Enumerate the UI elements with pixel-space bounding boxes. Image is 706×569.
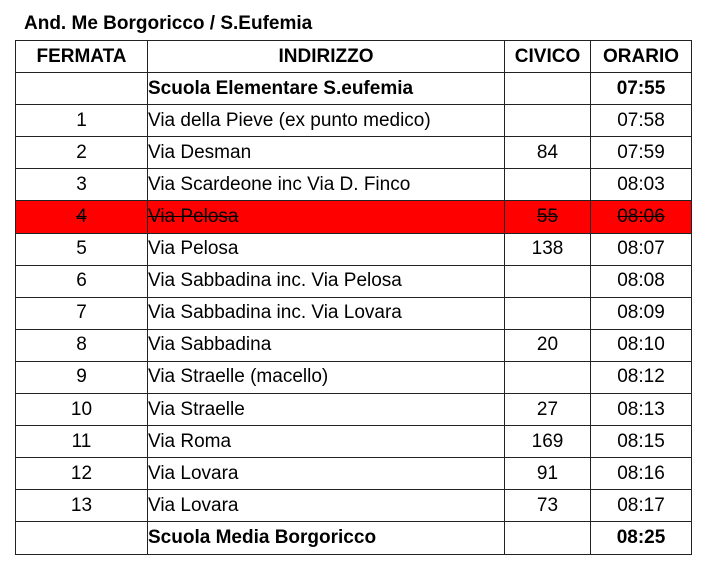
- orario-cell: 08:08: [591, 265, 692, 297]
- indirizzo-cell: Via Roma: [148, 426, 505, 458]
- indirizzo-cell: Via Desman: [148, 137, 505, 169]
- fermata-cell: 4: [16, 201, 148, 233]
- table-row: [16, 490, 692, 522]
- table-row: [16, 233, 692, 265]
- civico-cell: 20: [505, 329, 591, 361]
- indirizzo-cell: Via Straelle: [148, 394, 505, 426]
- civico-cell: [505, 73, 591, 105]
- fermata-cell: 11: [16, 426, 148, 458]
- fermata-cell: 12: [16, 458, 148, 490]
- fermata-cell: [16, 522, 148, 554]
- civico-cell: [505, 105, 591, 137]
- table-row: [16, 169, 692, 201]
- orario-cell: 08:06: [591, 201, 692, 233]
- table-row: [16, 73, 692, 105]
- fermata-cell: 9: [16, 361, 148, 393]
- civico-cell: 138: [505, 233, 591, 265]
- civico-cell: 169: [505, 426, 591, 458]
- indirizzo-cell: Via Straelle (macello): [148, 361, 505, 393]
- table-row: [16, 522, 692, 554]
- indirizzo-cell: Scuola Media Borgoricco: [148, 522, 505, 554]
- fermata-cell: 10: [16, 394, 148, 426]
- orario-cell: 08:16: [591, 458, 692, 490]
- table-row: [16, 137, 692, 169]
- table-row: [16, 329, 692, 361]
- indirizzo-cell: Via Pelosa: [148, 233, 505, 265]
- header-fermata: FERMATA: [16, 41, 148, 73]
- table-row: [16, 297, 692, 329]
- indirizzo-cell: Scuola Elementare S.eufemia: [148, 73, 505, 105]
- civico-cell: [505, 265, 591, 297]
- table-row: [16, 105, 692, 137]
- orario-cell: 07:55: [591, 73, 692, 105]
- civico-cell: [505, 522, 591, 554]
- cancelled-stop-row: [16, 201, 692, 233]
- fermata-cell: 5: [16, 233, 148, 265]
- table-row: [16, 426, 692, 458]
- header-orario: ORARIO: [591, 41, 692, 73]
- civico-cell: 27: [505, 394, 591, 426]
- orario-cell: 08:10: [591, 329, 692, 361]
- fermata-cell: 2: [16, 137, 148, 169]
- header-row: [16, 41, 692, 73]
- indirizzo-cell: Via Sabbadina inc. Via Pelosa: [148, 265, 505, 297]
- indirizzo-cell: Via Pelosa: [148, 201, 505, 233]
- table-row: [16, 458, 692, 490]
- fermata-cell: [16, 73, 148, 105]
- civico-cell: [505, 169, 591, 201]
- civico-cell: 91: [505, 458, 591, 490]
- indirizzo-cell: Via Scardeone inc Via D. Finco: [148, 169, 505, 201]
- orario-cell: 07:59: [591, 137, 692, 169]
- orario-cell: 08:12: [591, 361, 692, 393]
- orario-cell: 08:15: [591, 426, 692, 458]
- table-row: [16, 265, 692, 297]
- civico-cell: [505, 297, 591, 329]
- fermata-cell: 6: [16, 265, 148, 297]
- indirizzo-cell: Via Lovara: [148, 490, 505, 522]
- table-row: [16, 394, 692, 426]
- fermata-cell: 7: [16, 297, 148, 329]
- civico-cell: 73: [505, 490, 591, 522]
- orario-cell: 08:09: [591, 297, 692, 329]
- page-title: And. Me Borgoricco / S.Eufemia: [24, 13, 313, 34]
- indirizzo-cell: Via Sabbadina inc. Via Lovara: [148, 297, 505, 329]
- header-civico: CIVICO: [505, 41, 591, 73]
- header-indirizzo: INDIRIZZO: [148, 41, 505, 73]
- civico-cell: 84: [505, 137, 591, 169]
- indirizzo-cell: Via Sabbadina: [148, 329, 505, 361]
- fermata-cell: 8: [16, 329, 148, 361]
- fermata-cell: 13: [16, 490, 148, 522]
- fermata-cell: 3: [16, 169, 148, 201]
- civico-cell: 55: [505, 201, 591, 233]
- table-row: [16, 361, 692, 393]
- fermata-cell: 1: [16, 105, 148, 137]
- orario-cell: 08:07: [591, 233, 692, 265]
- orario-cell: 07:58: [591, 105, 692, 137]
- civico-cell: [505, 361, 591, 393]
- indirizzo-cell: Via Lovara: [148, 458, 505, 490]
- orario-cell: 08:17: [591, 490, 692, 522]
- orario-cell: 08:25: [591, 522, 692, 554]
- orario-cell: 08:03: [591, 169, 692, 201]
- schedule-table: [15, 40, 692, 555]
- indirizzo-cell: Via della Pieve (ex punto medico): [148, 105, 505, 137]
- orario-cell: 08:13: [591, 394, 692, 426]
